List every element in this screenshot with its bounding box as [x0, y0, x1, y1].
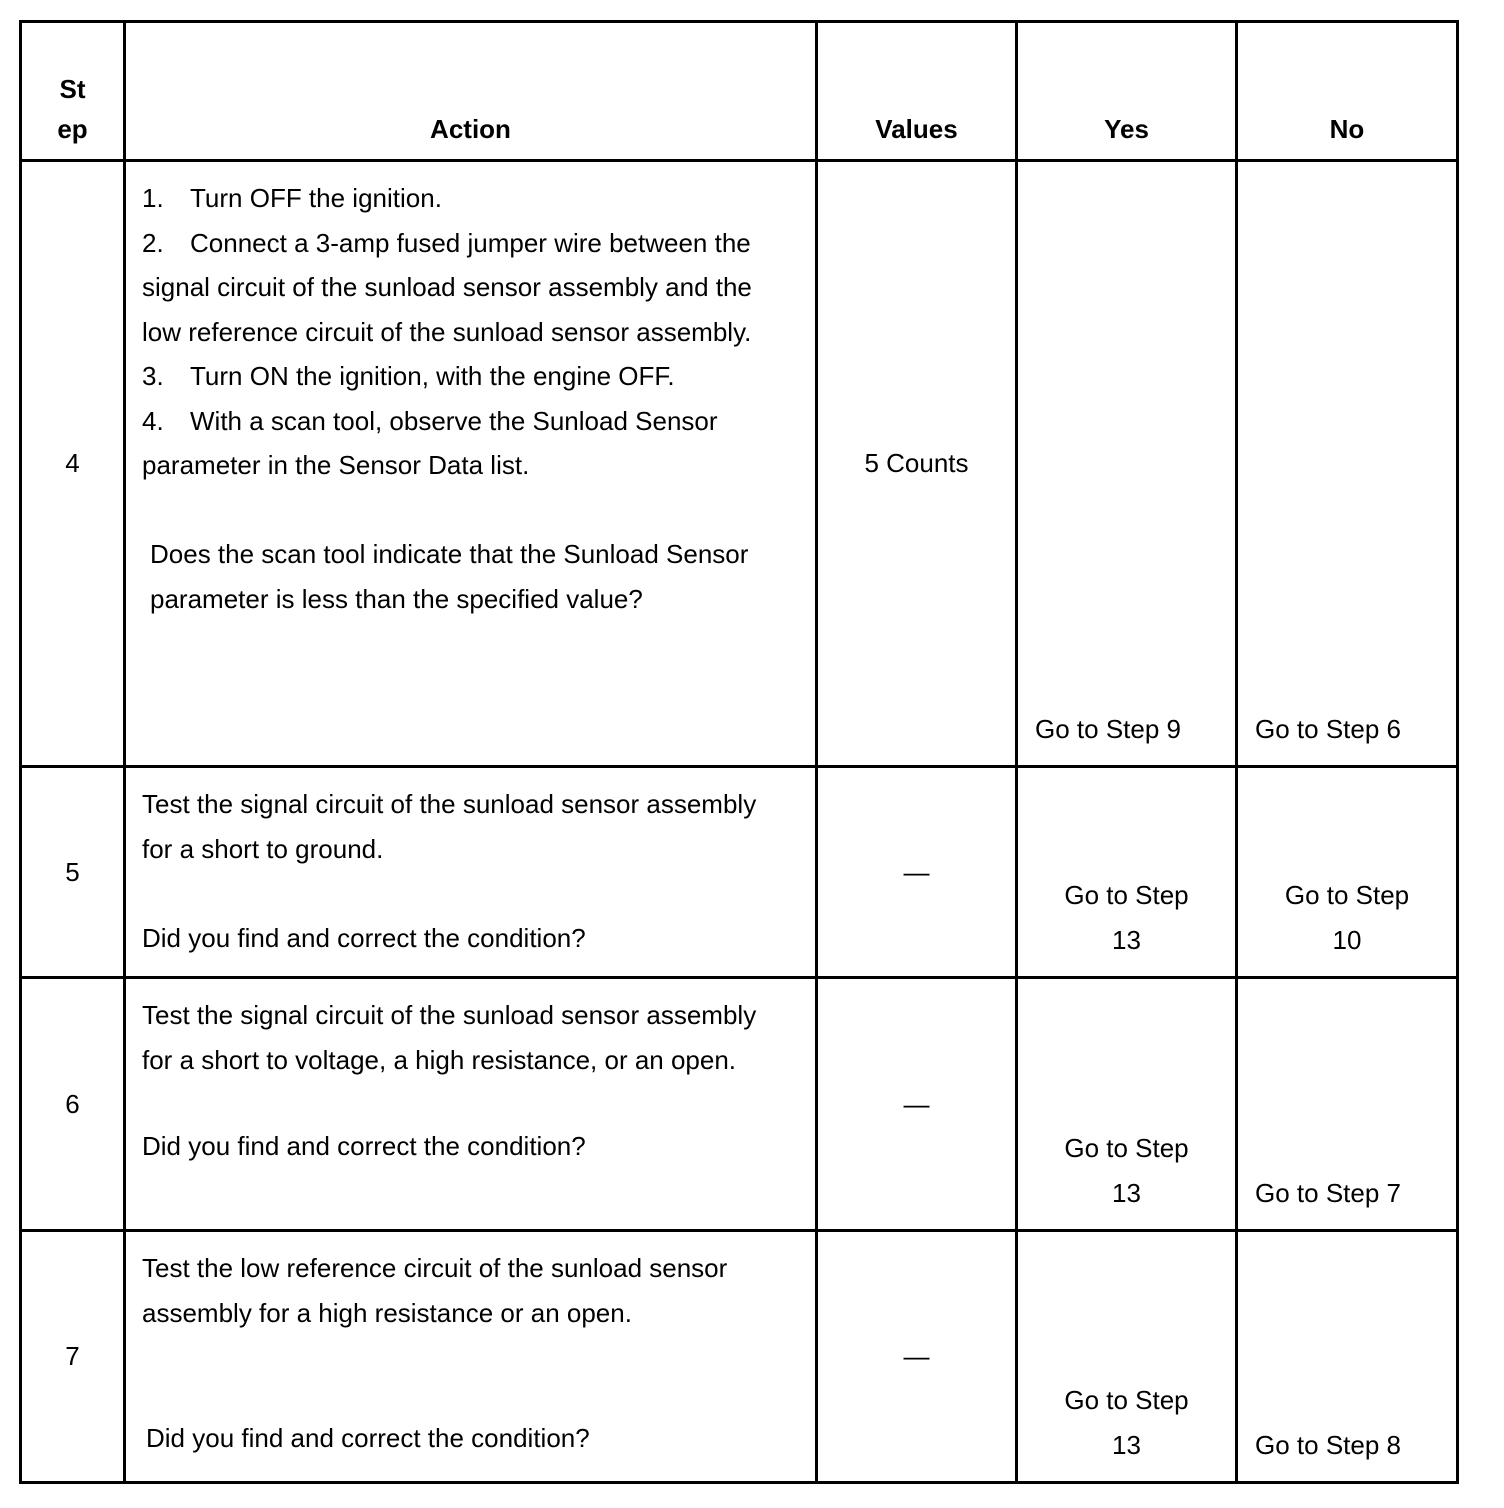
- action-text: Test the signal circuit of the sunload sensor assembly for a short to ground.: [142, 789, 757, 864]
- values-cell: 5 Counts: [817, 161, 1017, 767]
- no-cell: Go to Step 8: [1237, 1231, 1458, 1483]
- action-question: Does the scan tool indicate that the Sunload Sensor parameter is less than the specified value?: [150, 539, 749, 614]
- header-values: Values: [817, 22, 1017, 161]
- action-step: 3. Turn ON the ignition, with the engine OFF.: [142, 361, 675, 391]
- action-question: Did you find and correct the condition?: [142, 922, 586, 953]
- header-no: No: [1237, 22, 1458, 161]
- values-cell: —: [817, 978, 1017, 1231]
- header-row: [21, 22, 1458, 161]
- yes-cell: Go to Step 9: [1017, 161, 1237, 767]
- step-number: 5: [21, 767, 125, 978]
- action-text: Test the low reference circuit of the sunload sensor assembly for a high resistance or an open.: [142, 1253, 728, 1328]
- table-row: [21, 767, 1458, 978]
- no-cell: Go to Step 7: [1237, 978, 1458, 1231]
- action-cell: [125, 767, 817, 978]
- yes-cell: Go to Step 13: [1017, 1231, 1237, 1483]
- step-number: 6: [21, 978, 125, 1231]
- table-row: [21, 161, 1458, 767]
- action-question: Did you find and correct the condition?: [142, 1131, 586, 1161]
- action-cell: [125, 161, 817, 767]
- header-action: Action: [125, 22, 817, 161]
- header-step: St ep: [21, 22, 125, 161]
- diagnostic-table: [19, 20, 1459, 1484]
- table-row: [21, 978, 1458, 1231]
- yes-cell: Go to Step 13: [1017, 978, 1237, 1231]
- no-cell: Go to Step 6: [1237, 161, 1458, 767]
- action-cell: [125, 1231, 817, 1483]
- action-question: Did you find and correct the condition?: [146, 1423, 590, 1453]
- step-number: 7: [21, 1231, 125, 1483]
- table-row: [21, 1231, 1458, 1483]
- values-cell: —: [817, 1231, 1017, 1483]
- step-number: 4: [21, 161, 125, 767]
- yes-cell: Go to Step 13: [1017, 767, 1237, 978]
- action-text: Test the signal circuit of the sunload sensor assembly for a short to voltage, a high resistance, or an open.: [142, 1000, 757, 1075]
- action-step: 2. Connect a 3-amp fused jumper wire between the signal circuit of the sunload sensor assembly and the low reference circuit of the sunload sensor assembly.: [142, 227, 752, 347]
- action-step: 4. With a scan tool, observe the Sunload Sensor parameter in the Sensor Data list.: [142, 405, 718, 480]
- action-step: 1. Turn OFF the ignition.: [142, 183, 442, 213]
- action-cell: [125, 978, 817, 1231]
- no-cell: Go to Step 10: [1237, 767, 1458, 978]
- values-cell: —: [817, 767, 1017, 978]
- header-yes: Yes: [1017, 22, 1237, 161]
